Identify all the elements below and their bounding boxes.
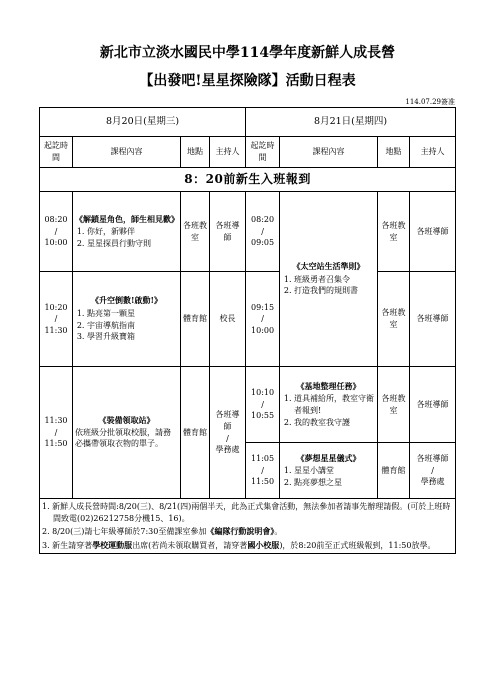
note-2: 2. 8/20(三)請七年級導師於7:30至備課室參加《編隊行動說明會》。 (42, 526, 283, 537)
document-subtitle: 【出發吧!星星探險隊】活動日程表 (139, 73, 356, 89)
place-cell: 各班教室 (378, 192, 410, 272)
list-item: 2. 我的教室我守護 (294, 417, 375, 429)
host-cell: 各班導師 / 學務處 (210, 367, 246, 499)
list-item: 2. 星星探員行動守則 (87, 238, 178, 250)
list-item: 1. 道具補給所，教室守衛者報到! (294, 393, 375, 416)
time-cell: 11:05 / 11:50 (246, 443, 280, 499)
day1-header: 8月20日(星期三) (40, 108, 246, 137)
col-time-header: 起訖時間 (40, 137, 73, 168)
time-cell: 10:20 / 11:30 (40, 272, 73, 367)
list-item: 1. 班級勇者召集令 (294, 274, 375, 286)
list-item: 2. 宇宙導航指南 (87, 320, 178, 332)
session-content (73, 272, 181, 367)
col-content-header: 課程內容 (73, 137, 181, 168)
col-time-header: 起訖時間 (246, 137, 280, 168)
list-item: 1. 你好，新夥伴 (87, 226, 178, 238)
session-content (73, 192, 181, 272)
host-cell: 各班導師 (410, 367, 456, 443)
host-cell: 校長 (210, 272, 246, 367)
note-3: 3. 新生請穿著學校運動服出席(若尚未領取購買者，請穿著國小校服)，於8:20前至正式班級報到，11:50放學。 (42, 539, 436, 550)
time-cell: 10:10 / 10:55 (246, 367, 280, 443)
session-title: 《解鎖星角色，師生相見歡》 (75, 213, 179, 224)
note-1: 1. 新鮮人成長營時間:8/20(三)、8/21(四)兩個半天，此為正式集會活動，無法參加者請事先辦理請假。(可於上班時間致電(02)26212758分機15、16)。 (42, 502, 451, 523)
approval-date: 114.07.29簽准 (405, 98, 455, 106)
notes-cell (40, 499, 456, 554)
session-title: 《基地整理任務》 (296, 380, 361, 391)
session-title: 《夢想星星儀式》 (296, 452, 361, 463)
session-text: 依班級分批領取校服，請務必攜帶領取衣物的單子。 (75, 427, 171, 449)
place-cell: 體育館 (181, 367, 210, 499)
col-host-header: 主持人 (210, 137, 246, 168)
col-host-header: 主持人 (410, 137, 456, 168)
session-title: 《升空倒數!啟動!》 (90, 295, 163, 306)
host-cell: 各班導師 (210, 192, 246, 272)
place-cell: 體育館 (181, 272, 210, 367)
place-cell: 各班教室 (378, 272, 410, 367)
session-content (280, 192, 378, 367)
time-cell: 08:20 / 10:00 (40, 192, 73, 272)
list-item: 1. 星星小講堂 (294, 465, 375, 477)
session-title: 《裝備領取站》 (98, 415, 155, 426)
time-cell: 08:20 / 09:05 (246, 192, 280, 272)
list-item: 3. 學習升級寶箱 (87, 331, 178, 343)
list-item: 2. 打造我們的規則書 (294, 285, 375, 297)
registration-banner: 8：20前新生入班報到 (40, 168, 456, 192)
document-title: 新北市立淡水國民中學114學年度新鮮人成長營 (99, 45, 396, 61)
host-cell: 各班導師 (410, 192, 456, 272)
session-title: 《太空站生活準則》 (292, 261, 365, 272)
col-place-header: 地點 (181, 137, 210, 168)
col-content-header: 課程內容 (280, 137, 378, 168)
list-item: 1. 點亮第一顆星 (87, 308, 178, 320)
time-cell: 11:30 / 11:50 (40, 367, 73, 499)
place-cell: 體育館 (378, 443, 410, 499)
col-place-header: 地點 (378, 137, 410, 168)
host-cell: 各班導師 / 學務處 (410, 443, 456, 499)
session-content (280, 443, 378, 499)
session-content (73, 367, 181, 499)
session-content (280, 367, 378, 443)
place-cell: 各班教室 (181, 192, 210, 272)
host-cell: 各班導師 (410, 272, 456, 367)
time-cell: 09:15 / 10:00 (246, 272, 280, 367)
list-item: 2. 點亮夢想之星 (294, 477, 375, 489)
schedule-table (39, 107, 456, 554)
place-cell: 各班教室 (378, 367, 410, 443)
day2-header: 8月21日(星期四) (246, 108, 456, 137)
